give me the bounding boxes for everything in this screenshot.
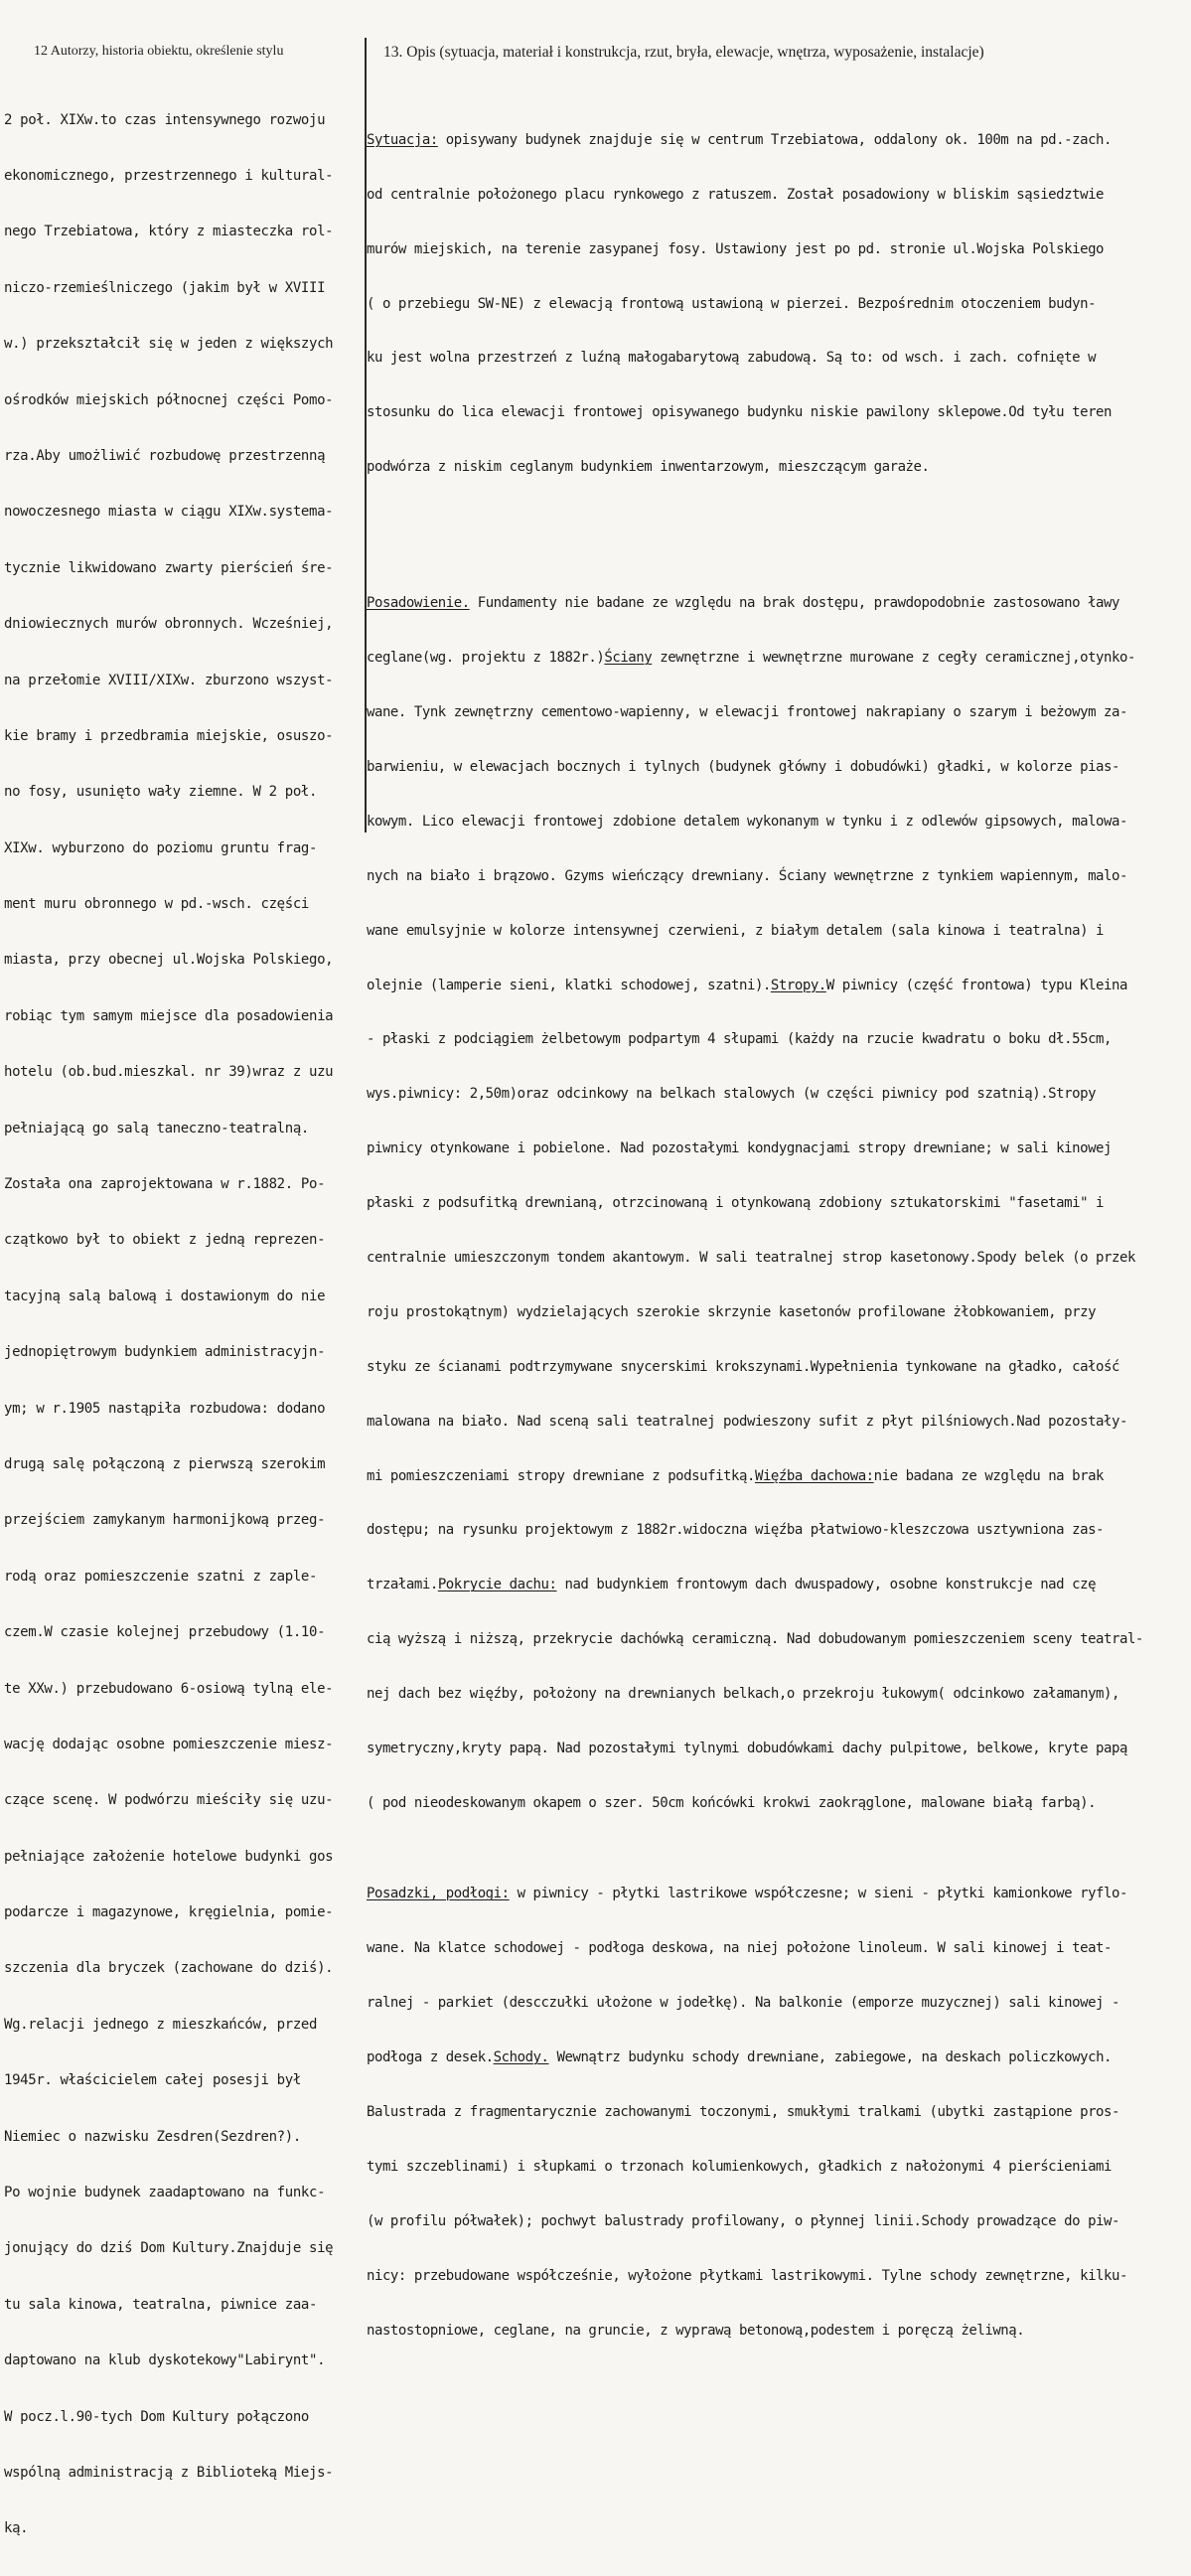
text-line: wys.piwnicy: 2,50m)oraz odcinkowy na belkach stalowych (w części piwnicy pod szatnią).Stropy	[367, 1086, 1097, 1103]
section-heading-sciany: Ściany	[604, 650, 653, 667]
section-heading-wiezba: Więźba dachowa:	[754, 1467, 874, 1484]
text-line: wane emulsyjnie w kolorze intensywnej czerwieni, z białym detalem (sala kinowa i teatralna) i	[367, 922, 1105, 939]
text-run: Fundamenty nie badane ze względu na brak dostępu, prawdopodobnie zastosowano ławy	[469, 595, 1119, 612]
section-heading-posadowienie: Posadowienie.	[367, 595, 470, 612]
paragraph-gap	[367, 513, 1181, 522]
text-line: nych na biało i brązowo. Gzyms wieńczący drewniany. Ściany wewnętrzne z tynkiem wapiennym, malo-	[367, 867, 1127, 884]
text-line: symetryczny,kryty papą. Nad pozostałymi tylnymi dobudówkami dachy pulpitowe, belkowe, kryte papą	[367, 1741, 1127, 1757]
text-line: stosunku do lica elewacji frontowej opisywanego budynku niskie pawilony sklepowe.Od tyłu teren	[367, 404, 1112, 421]
text-line: tymi szczeblinami) i słupkami o trzonach kolumienkowych, gładkich z nałożonymi 4 pierścieniami	[367, 2158, 1112, 2175]
text-line: no fosy, usunięto wały ziemne. W 2 poł.	[4, 784, 318, 801]
text-line: piwnicy otynkowane i pobielone. Nad pozostałymi kondygnacjami stropy drewniane; w sali kinowej	[367, 1140, 1112, 1157]
text-line: pełniającą go salą taneczno-teatralną.	[4, 1120, 309, 1136]
text-run: trzałami.	[367, 1577, 438, 1593]
text-line: ośrodków miejskich północnej części Pomo-	[4, 391, 334, 408]
text-run: olejnie (lamperie sieni, klatki schodowej, szatni).	[367, 977, 771, 993]
text-line: tycznie likwidowano zwarty pierścień śre-	[4, 559, 334, 576]
text-line: 2 poł. XIXw.to czas intensywnego rozwoju	[4, 111, 326, 128]
text-run: w piwnicy - płytki lastrikowe współczesne; w sieni - płytki kamionkowe ryflo-	[509, 1886, 1127, 1902]
text-run: ceglane(wg. projektu z 1882r.)	[367, 650, 605, 667]
text-line: wane. Na klatce schodowej - podłoga deskowa, na niej położone linoleum. W sali kinowej i teat-	[367, 1940, 1112, 1957]
text-line: ką.	[4, 2520, 29, 2537]
text-line: nowoczesnego miasta w ciągu XIXw.systema-	[4, 504, 334, 521]
text-line: tu sala kinowa, teatralna, piwnice zaa-	[4, 2296, 318, 2313]
text-line: niczo-rzemieślniczego (jakim był w XVIII	[4, 279, 326, 296]
text-line	[367, 594, 1181, 612]
text-line: XIXw. wyburzono do poziomu gruntu frag-	[4, 839, 318, 856]
text-line	[367, 1885, 1181, 1902]
text-run: nie badana ze względu na brak	[873, 1467, 1105, 1484]
section-heading-schody: Schody.	[493, 2049, 549, 2066]
text-line: miasta, przy obecnej ul.Wojska Polskiego,	[4, 952, 334, 969]
text-line: cią wyższą i niższą, przekrycie dachówką ceramiczną. Nad dobudowanym pomieszczeniem sceny teatral-	[367, 1631, 1143, 1648]
text-line: dostępu; na rysunku projektowym z 1882r.widoczna więźba płatwiowo-kleszczowa usztywniona zas-	[367, 1522, 1105, 1539]
description-text-column	[367, 76, 1181, 2375]
text-line: robiąc tym samym miejsce dla posadowienia	[4, 1007, 334, 1024]
text-line: kowym. Lico elewacji frontowej zdobione detalem wykonanym w tynku i z odlewów gipsowych, malowa-	[367, 813, 1127, 830]
section-heading-stropy: Stropy.	[770, 977, 826, 993]
text-line: tacyjną salą balową i dostawionym do nie	[4, 1288, 326, 1304]
text-line: barwieniu, w elewacjach bocznych i tylnych (budynek główny i dobudówki) gładki, w kolorze pias-	[367, 758, 1119, 775]
text-line: nego Trzebiatowa, który z miasteczka rol-	[4, 224, 334, 240]
text-line: czące scenę. W podwórzu mieściły się uzu-	[4, 1792, 334, 1809]
text-line: czem.W czasie kolejnej przebudowy (1.10-	[4, 1624, 326, 1641]
text-line	[367, 977, 1181, 994]
text-run: nad budynkiem frontowym dach dwuspadowy, osobne konstrukcje nad czę	[556, 1577, 1097, 1593]
text-line: styku ze ścianami podtrzymywane snycerskimi krokszynami.Wypełnienia tynkowane na gładko, całość	[367, 1358, 1119, 1375]
text-line: podwórza z niskim ceglanym budynkiem inwentarzowym, mieszczącym garaże.	[367, 459, 930, 476]
text-run: Wewnątrz budynku schody drewniane, zabiegowe, na deskach policzkowych.	[548, 2049, 1113, 2066]
text-line: w.) przekształcił się w jeden z większych	[4, 336, 334, 353]
text-line: Balustrada z fragmentarycznie zachowanymi toczonymi, smukłymi tralkami (ubytki zastąpione pros-	[367, 2103, 1119, 2120]
text-line: rza.Aby umożliwić rozbudowę przestrzenną	[4, 447, 326, 464]
text-line	[367, 1576, 1181, 1593]
text-line: (w profilu półwałek); pochwyt balustrady profilowany, o płynnej linii.Schody prowadzące do piw-	[367, 2212, 1119, 2229]
text-run: podłoga z desek.	[367, 2049, 494, 2066]
text-line: ekonomicznego, przestrzennego i kultural-	[4, 167, 334, 184]
text-line: ralnej - parkiet (descczułki ułożone w jodełkę). Na balkonie (emporze muzycznej) sali kinowej -	[367, 1995, 1119, 2012]
text-line: daptowano na klub dyskotekowy"Labirynt".	[4, 2352, 326, 2369]
text-line	[367, 649, 1181, 667]
text-line	[367, 1467, 1181, 1485]
text-line: ( o przebiegu SW-NE) z elewacją frontową ustawioną w pierzei. Bezpośrednim otoczeniem budyn-	[367, 295, 1097, 312]
text-line	[367, 131, 1181, 149]
text-line: nej dach bez więźby, położony na drewnianych belkach,o przekroju łukowym( odcinkowo załamanym),	[367, 1686, 1119, 1703]
text-run: opisywany budynek znajduje się w centrum Trzebiatowa, oddalony ok. 100m na pd.-zach.	[437, 131, 1113, 148]
field-13-heading: 13. Opis (sytuacja, materiał i konstrukcja, rzut, bryła, elewacje, wnętrza, wyposażenie, instalacje)	[383, 44, 984, 61]
text-line: ment muru obronnego w pd.-wsch. części	[4, 896, 309, 913]
text-run: mi pomieszczeniami stropy drewniane z podsufitką.	[367, 1467, 755, 1484]
field-12-heading: 12 Autorzy, historia obiektu, określenie stylu	[34, 44, 284, 59]
section-heading-posadzki: Posadzki, podłogi:	[367, 1886, 510, 1902]
text-run: W piwnicy (część frontowa) typu Kleina	[825, 977, 1127, 993]
text-line: podarcze i magazynowe, kręgielnia, pomie-	[4, 1904, 334, 1921]
text-line: na przełomie XVIII/XIXw. zburzono wszyst-	[4, 672, 334, 688]
history-text-column	[4, 74, 364, 2576]
text-line: przejściem zamykanym harmonijkową przeg-	[4, 1512, 326, 1529]
text-line: 1945r. właścicielem całej posesji był	[4, 2072, 301, 2089]
text-line: pełniające założenie hotelowe budynki gos	[4, 1848, 334, 1865]
text-line: jednopiętrowym budynkiem administracyjn-	[4, 1344, 326, 1361]
text-line: murów miejskich, na terenie zasypanej fosy. Ustawiony jest po pd. stronie ul.Wojska Polskiego	[367, 240, 1105, 257]
text-line	[367, 2048, 1181, 2066]
text-line: ( pod nieodeskowanym okapem o szer. 50cm końcówki krokwi zaokrąglone, malowane białą farbą).	[367, 1794, 1097, 1811]
text-line: drugą salę połączoną z pierwszą szerokim	[4, 1455, 326, 1472]
section-heading-pokrycie: Pokrycie dachu:	[437, 1577, 557, 1593]
text-line: te XXw.) przebudowano 6-osiową tylną ele-	[4, 1680, 334, 1697]
text-line: ym; w r.1905 nastąpiła rozbudowa: dodano	[4, 1400, 326, 1417]
text-line: roju prostokątnym) wydzielających szerokie skrzynie kasetonów profilowane żłobkowaniem, przy	[367, 1303, 1097, 1320]
text-line: - płaski z podciągiem żelbetowym podpartym 4 słupami (każdy na rzucie kwadratu o boku dł.55cm,	[367, 1031, 1112, 1048]
text-line: Została ona zaprojektowana w r.1882. Po-	[4, 1176, 326, 1193]
text-run: zewnętrzne i wewnętrzne murowane z cegły ceramicznej,otynko-	[652, 650, 1135, 667]
text-line: Wg.relacji jednego z mieszkańców, przed	[4, 2016, 318, 2033]
text-line: ku jest wolna przestrzeń z luźną małogabarytową zabudową. Są to: od wsch. i zach. cofnięte w	[367, 350, 1097, 367]
text-line: Niemiec o nazwisku Zesdren(Sezdren?).	[4, 2128, 301, 2145]
text-line: czątkowo był to obiekt z jedną reprezen-	[4, 1232, 326, 1249]
text-line: nicy: przebudowane współcześnie, wyłożone płytkami lastrikowymi. Tylne schody zewnętrzne, kilku-	[367, 2267, 1127, 2284]
text-line: hotelu (ob.bud.mieszkal. nr 39)wraz z uzu	[4, 1064, 334, 1081]
text-line: dniowiecznych murów obronnych. Wcześniej,	[4, 616, 334, 633]
text-line: Po wojnie budynek zaadaptowano na funkc-	[4, 2185, 326, 2201]
text-line: jonujący do dziś Dom Kultury.Znajduje się	[4, 2240, 334, 2257]
text-line: od centralnie położonego placu rynkowego z ratuszem. Został posadowiony w bliskim sąsiedztwie	[367, 186, 1105, 203]
section-heading-sytuacja: Sytuacja:	[367, 131, 438, 148]
text-line: szczenia dla bryczek (zachowane do dziś).	[4, 1960, 334, 1977]
text-line: malowana na biało. Nad sceną sali teatralnej podwieszony sufit z płyt pilśniowych.Nad pozostały-	[367, 1413, 1127, 1430]
text-line: płaski z podsufitką drewnianą, otrzcinowaną i otynkowaną zdobiony sztukatorskimi "fasetami" i	[367, 1195, 1105, 1212]
text-line: wspólną administracją z Biblioteką Miejs-	[4, 2465, 334, 2481]
text-line: wację dodając osobne pomieszczenie miesz-	[4, 1736, 334, 1752]
text-line: rodą oraz pomieszczenie szatni z zaple-	[4, 1568, 318, 1585]
text-line: kie bramy i przedbramia miejskie, osuszo-	[4, 727, 334, 744]
text-line: wane. Tynk zewnętrzny cementowo-wapienny, w elewacji frontowej nakrapiany o szarym i beżowym za-	[367, 704, 1127, 721]
text-line: nastostopniowe, ceglane, na gruncie, z wyprawą betonową,podestem i poręczą żeliwną.	[367, 2322, 1025, 2339]
text-line: W pocz.l.90-tych Dom Kultury połączono	[4, 2408, 309, 2425]
text-line: centralnie umieszczonym tondem akantowym. W sali teatralnej strop kasetonowy.Spody belek (o przek	[367, 1250, 1135, 1266]
